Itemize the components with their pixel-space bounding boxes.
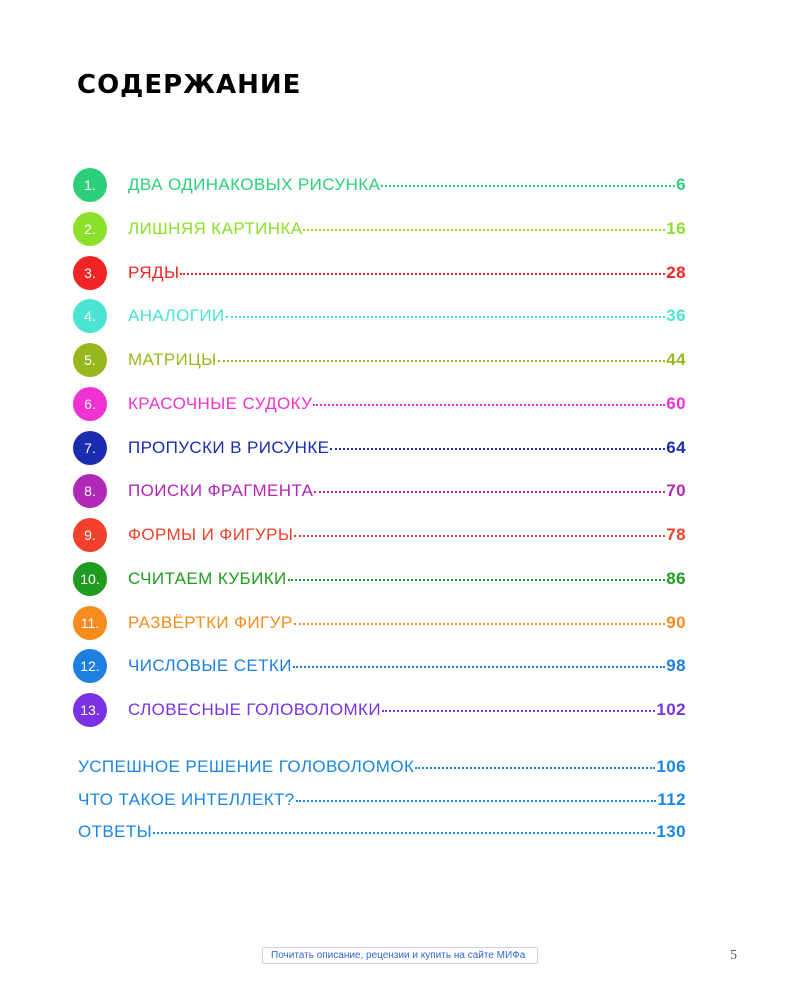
- chapter-page-number: 60: [666, 393, 686, 413]
- chapter-page-number: 28: [666, 262, 686, 282]
- chapter-page-number: 16: [666, 218, 686, 238]
- chapter-title: МАТРИЦЫ: [128, 350, 217, 369]
- dot-leader: [226, 316, 666, 318]
- toc-line: [128, 700, 686, 720]
- toc-line: [128, 438, 686, 458]
- chapter-number-badge: 12.: [73, 649, 107, 683]
- chapter-title: РЯДЫ: [128, 262, 180, 282]
- dot-leader: [294, 623, 666, 625]
- dot-leader: [293, 666, 665, 668]
- toc-line: [128, 613, 686, 633]
- toc-line: [128, 219, 686, 239]
- appendix-title: ЧТО ТАКОЕ ИНТЕЛЛЕКТ?: [78, 790, 295, 809]
- chapter-page-number: 64: [666, 437, 686, 457]
- toc-item[interactable]: [73, 471, 686, 511]
- chapter-number-badge: 6.: [73, 387, 107, 421]
- chapter-number-badge: 5.: [73, 343, 107, 377]
- toc-item[interactable]: [73, 384, 686, 424]
- chapter-number-badge: 4.: [73, 299, 107, 333]
- toc-item[interactable]: [73, 603, 686, 643]
- chapter-title: ПОИСКИ ФРАГМЕНТА: [128, 481, 314, 501]
- toc-item[interactable]: [73, 296, 686, 336]
- toc-item[interactable]: [73, 690, 686, 730]
- chapter-title: РАЗВЁРТКИ ФИГУР: [128, 612, 293, 632]
- appendix-item[interactable]: [78, 822, 686, 850]
- chapter-title: СЧИТАЕМ КУБИКИ: [128, 568, 287, 588]
- appendix-title: УСПЕШНОЕ РЕШЕНИЕ ГОЛОВОЛОМОК: [78, 757, 415, 776]
- chapter-title: ДВА ОДИНАКОВЫХ РИСУНКА: [128, 175, 381, 194]
- dot-leader: [415, 767, 655, 769]
- chapter-number-badge: 10.: [73, 562, 107, 596]
- dot-leader: [313, 404, 665, 406]
- chapter-number-badge: 3.: [73, 256, 107, 290]
- dot-leader: [288, 579, 666, 581]
- page-number: 5: [730, 948, 737, 963]
- dot-leader: [381, 185, 675, 187]
- dot-leader: [180, 273, 665, 275]
- toc-item[interactable]: [73, 253, 686, 293]
- chapter-page-number: 70: [666, 481, 686, 501]
- toc-line: [128, 569, 686, 589]
- dot-leader: [296, 800, 657, 802]
- toc-item[interactable]: [73, 428, 686, 468]
- dot-leader: [330, 448, 665, 450]
- toc-line: [128, 175, 686, 195]
- dot-leader: [153, 832, 655, 834]
- toc-line: [128, 481, 686, 501]
- chapter-title: ЛИШНЯЯ КАРТИНКА: [128, 218, 303, 238]
- chapter-page-number: 78: [666, 525, 686, 544]
- toc-item[interactable]: [73, 559, 686, 599]
- chapter-title: ПРОПУСКИ В РИСУНКЕ: [128, 437, 330, 457]
- toc-item[interactable]: [73, 165, 686, 205]
- chapter-page-number: 102: [656, 700, 686, 719]
- dot-leader: [382, 710, 655, 712]
- chapter-page-number: 36: [666, 306, 686, 326]
- toc-item[interactable]: [73, 646, 686, 686]
- chapter-title: ФОРМЫ И ФИГУРЫ: [128, 525, 294, 544]
- toc-line: [128, 525, 686, 545]
- toc-item[interactable]: [73, 340, 686, 380]
- chapter-page-number: 90: [666, 612, 686, 632]
- chapter-page-number: 98: [666, 656, 686, 676]
- buy-on-site-link[interactable]: Почитать описание, рецензии и купить на сайте МИФа: [262, 947, 538, 964]
- dot-leader: [314, 491, 665, 493]
- chapter-page-number: 44: [666, 350, 686, 369]
- chapter-page-number: 86: [666, 568, 686, 588]
- chapter-number-badge: 11.: [73, 606, 107, 640]
- chapter-number-badge: 13.: [73, 693, 107, 727]
- chapter-number-badge: 2.: [73, 212, 107, 246]
- chapter-title: СЛОВЕСНЫЕ ГОЛОВОЛОМКИ: [128, 700, 381, 719]
- appendix-item[interactable]: [78, 790, 686, 818]
- appendix-page-number: 112: [657, 790, 686, 809]
- appendix-title: ОТВЕТЫ: [78, 822, 153, 841]
- appendix-page-number: 106: [656, 757, 686, 776]
- appendix-item[interactable]: [78, 757, 686, 785]
- dot-leader: [303, 229, 665, 231]
- page-title: СОДЕРЖАНИЕ: [77, 70, 302, 100]
- toc-line: [128, 394, 686, 414]
- chapter-title: КРАСОЧНЫЕ СУДОКУ: [128, 393, 313, 413]
- toc-item[interactable]: [73, 515, 686, 555]
- toc-line: [128, 350, 686, 370]
- chapter-number-badge: 8.: [73, 474, 107, 508]
- toc-line: [128, 263, 686, 283]
- toc-item[interactable]: [73, 209, 686, 249]
- dot-leader: [218, 360, 666, 362]
- chapter-number-badge: 1.: [73, 168, 107, 202]
- toc-line: [128, 306, 686, 326]
- toc-line: [128, 656, 686, 676]
- chapter-number-badge: 9.: [73, 518, 107, 552]
- chapter-title: ЧИСЛОВЫЕ СЕТКИ: [128, 656, 292, 676]
- dot-leader: [294, 535, 665, 537]
- chapter-number-badge: 7.: [73, 431, 107, 465]
- appendix-page-number: 130: [656, 822, 686, 841]
- chapter-title: АНАЛОГИИ: [128, 306, 225, 326]
- chapter-page-number: 6: [676, 175, 686, 194]
